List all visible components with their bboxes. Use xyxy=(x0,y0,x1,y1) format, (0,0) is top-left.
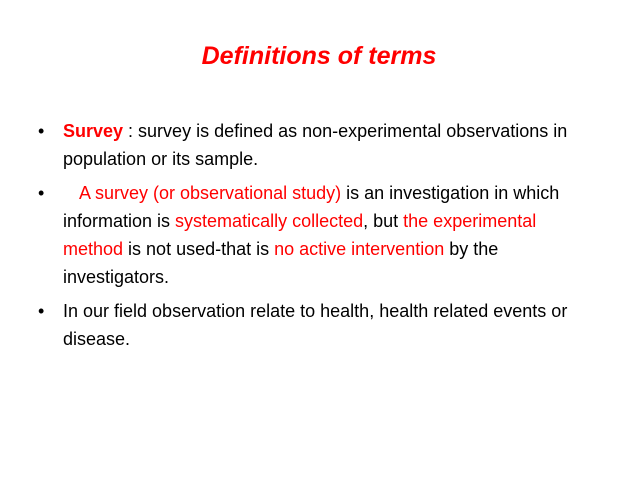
observational-text-3: is not used-that is xyxy=(123,239,275,259)
slide-title: Definitions of terms xyxy=(201,42,437,70)
bullet-field-observation xyxy=(38,297,598,353)
observational-text-4: by the investigators. xyxy=(63,239,499,287)
bullet-observational-study xyxy=(38,179,598,291)
bullet-mark: • xyxy=(38,183,45,203)
bullet-list xyxy=(38,117,598,359)
bullet-mark: • xyxy=(38,121,45,141)
term-experimental-method: the experimental method xyxy=(63,211,537,259)
term-observational-study: A survey (or observational study) xyxy=(79,183,342,203)
observational-text-2: , but xyxy=(363,211,404,231)
field-observation-text: In our field observation relate to health, health related events or disease. xyxy=(63,301,568,349)
term-no-active-intervention: no active intervention xyxy=(274,239,445,259)
term-survey: Survey xyxy=(63,121,124,141)
bullet-survey-definition xyxy=(38,117,598,173)
term-systematically-collected: systematically collected xyxy=(175,211,364,231)
bullet-mark: • xyxy=(38,301,45,321)
survey-definition-text: : survey is defined as non-experimental observations in population or its sample. xyxy=(63,121,568,169)
observational-text-1: is an investigation in which information is xyxy=(63,183,560,231)
